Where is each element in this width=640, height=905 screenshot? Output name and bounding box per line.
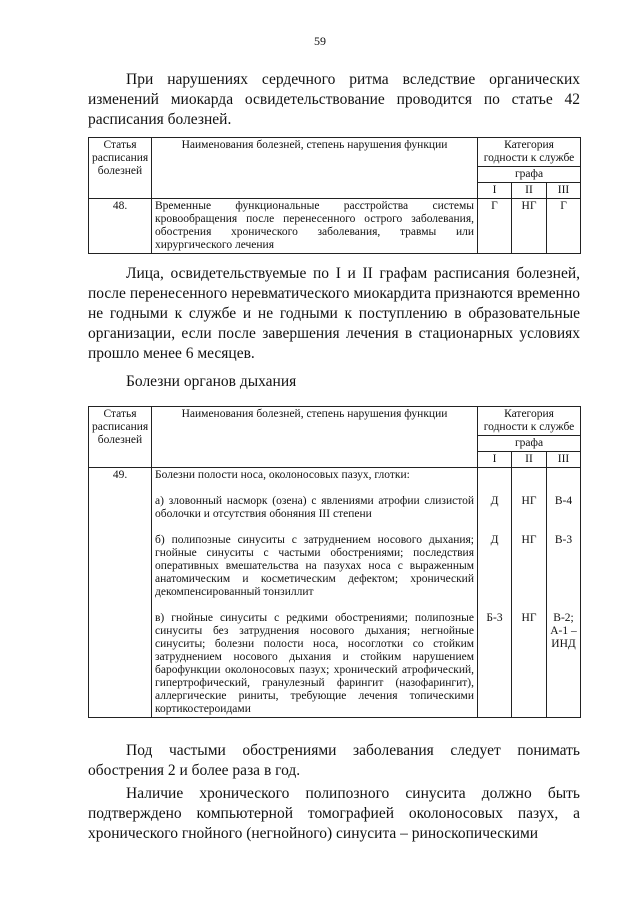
header-col-2: II — [512, 452, 547, 468]
table-article-49 — [88, 406, 581, 718]
header-col-3: III — [547, 183, 581, 199]
item-v-cat3: В-2; А-1 – ИНД — [550, 612, 577, 650]
item-b-cat1: Д — [490, 534, 499, 546]
header-article: Статья расписания болезней — [89, 407, 152, 468]
item-b-cat2: НГ — [521, 534, 537, 546]
header-column: графа — [478, 167, 581, 183]
intro-text: Болезни полости носа, околоносовых пазух, глотки: — [155, 469, 410, 481]
category-col-3: Г — [547, 199, 581, 254]
table-article-48 — [88, 137, 581, 254]
item-a-cat2: НГ — [521, 495, 537, 507]
header-col-1: I — [478, 183, 512, 199]
header-category: Категория годности к службе — [478, 138, 581, 167]
header-col-2: II — [512, 183, 547, 199]
table-row — [89, 468, 581, 718]
header-category: Категория годности к службе — [478, 407, 581, 436]
category-col-3 — [547, 468, 581, 718]
category-col-1: Г — [478, 199, 512, 254]
category-col-1 — [478, 468, 512, 718]
category-col-2 — [512, 468, 547, 718]
paragraph-myocarditis: Лица, освидетельствуемые по I и II графам расписания болезней, после перенесенного неревматического миокардита признаются временно не годными к службе и не годными к поступлению в образовательные организации, если после завершения лечения в стационарных условиях прошло менее 6 месяцев. — [88, 265, 580, 362]
item-a-cat1: Д — [490, 495, 499, 507]
header-disease-name: Наименования болезней, степень нарушения функции — [152, 138, 478, 199]
item-b-cat3: В-3 — [554, 534, 573, 546]
disease-description: Временные функциональные расстройства системы кровообращения после перенесенного острого заболевания, обострения хронического заболевания, травмы или хирургического лечения — [152, 199, 478, 254]
item-a-cat3: В-4 — [554, 495, 573, 507]
header-col-3: III — [547, 452, 581, 468]
section-heading-respiratory: Болезни органов дыхания — [126, 373, 297, 390]
paragraph-sinusitis-diagnosis: Наличие хронического полипозного синусита должно быть подтверждено компьютерной томографией околоносовых пазух, а хронического гнойного (негнойного) синусита – риноскопическими — [88, 785, 580, 842]
header-disease-name: Наименования болезней, степень нарушения функции — [152, 407, 478, 468]
table-row — [89, 199, 581, 254]
category-col-2: НГ — [512, 199, 547, 254]
article-number: 49. — [89, 468, 152, 718]
page-number: 59 — [314, 34, 326, 48]
item-v-cat1: Б-3 — [486, 612, 503, 624]
header-col-1: I — [478, 452, 512, 468]
item-v-cat2: НГ — [521, 612, 537, 624]
paragraph-exacerbations: Под частыми обострениями заболевания следует понимать обострения 2 и более раза в год. — [88, 742, 580, 779]
item-v-text: в) гнойные синуситы с редкими обострениями; полипозные синуситы без затруднения носового дыхания; негнойные синуситы; болезни полости носа, носоглотки со стойким затруднением носового дыхания и стойким нарушением барофункции околоносовых пазух; хронический атрофический, гипертрофический, гранулезный фарингит (назофарингит), аллергические риниты, требующие лечения топическими кортикостероидами — [155, 612, 474, 715]
header-article: Статья расписания болезней — [89, 138, 152, 199]
item-b-text: б) полипозные синуситы с затруднением носового дыхания; гнойные синуситы с частыми обострениями; последствия оперативных вмешательства на пазухах носа с выраженным анатомическим и косметическим дефектом; хронический декомпенсированный тонзиллит — [155, 534, 474, 598]
article-number: 48. — [89, 199, 152, 254]
disease-description — [152, 468, 478, 718]
item-a-text: а) зловонный насморк (озена) с явлениями атрофии слизистой оболочки и отсутствия обоняния III степени — [155, 495, 474, 520]
header-column: графа — [478, 436, 581, 452]
paragraph-heart-rhythm: При нарушениях сердечного ритма вследствие органических изменений миокарда освидетельствование проводится по статье 42 расписания болезней. — [88, 71, 580, 128]
